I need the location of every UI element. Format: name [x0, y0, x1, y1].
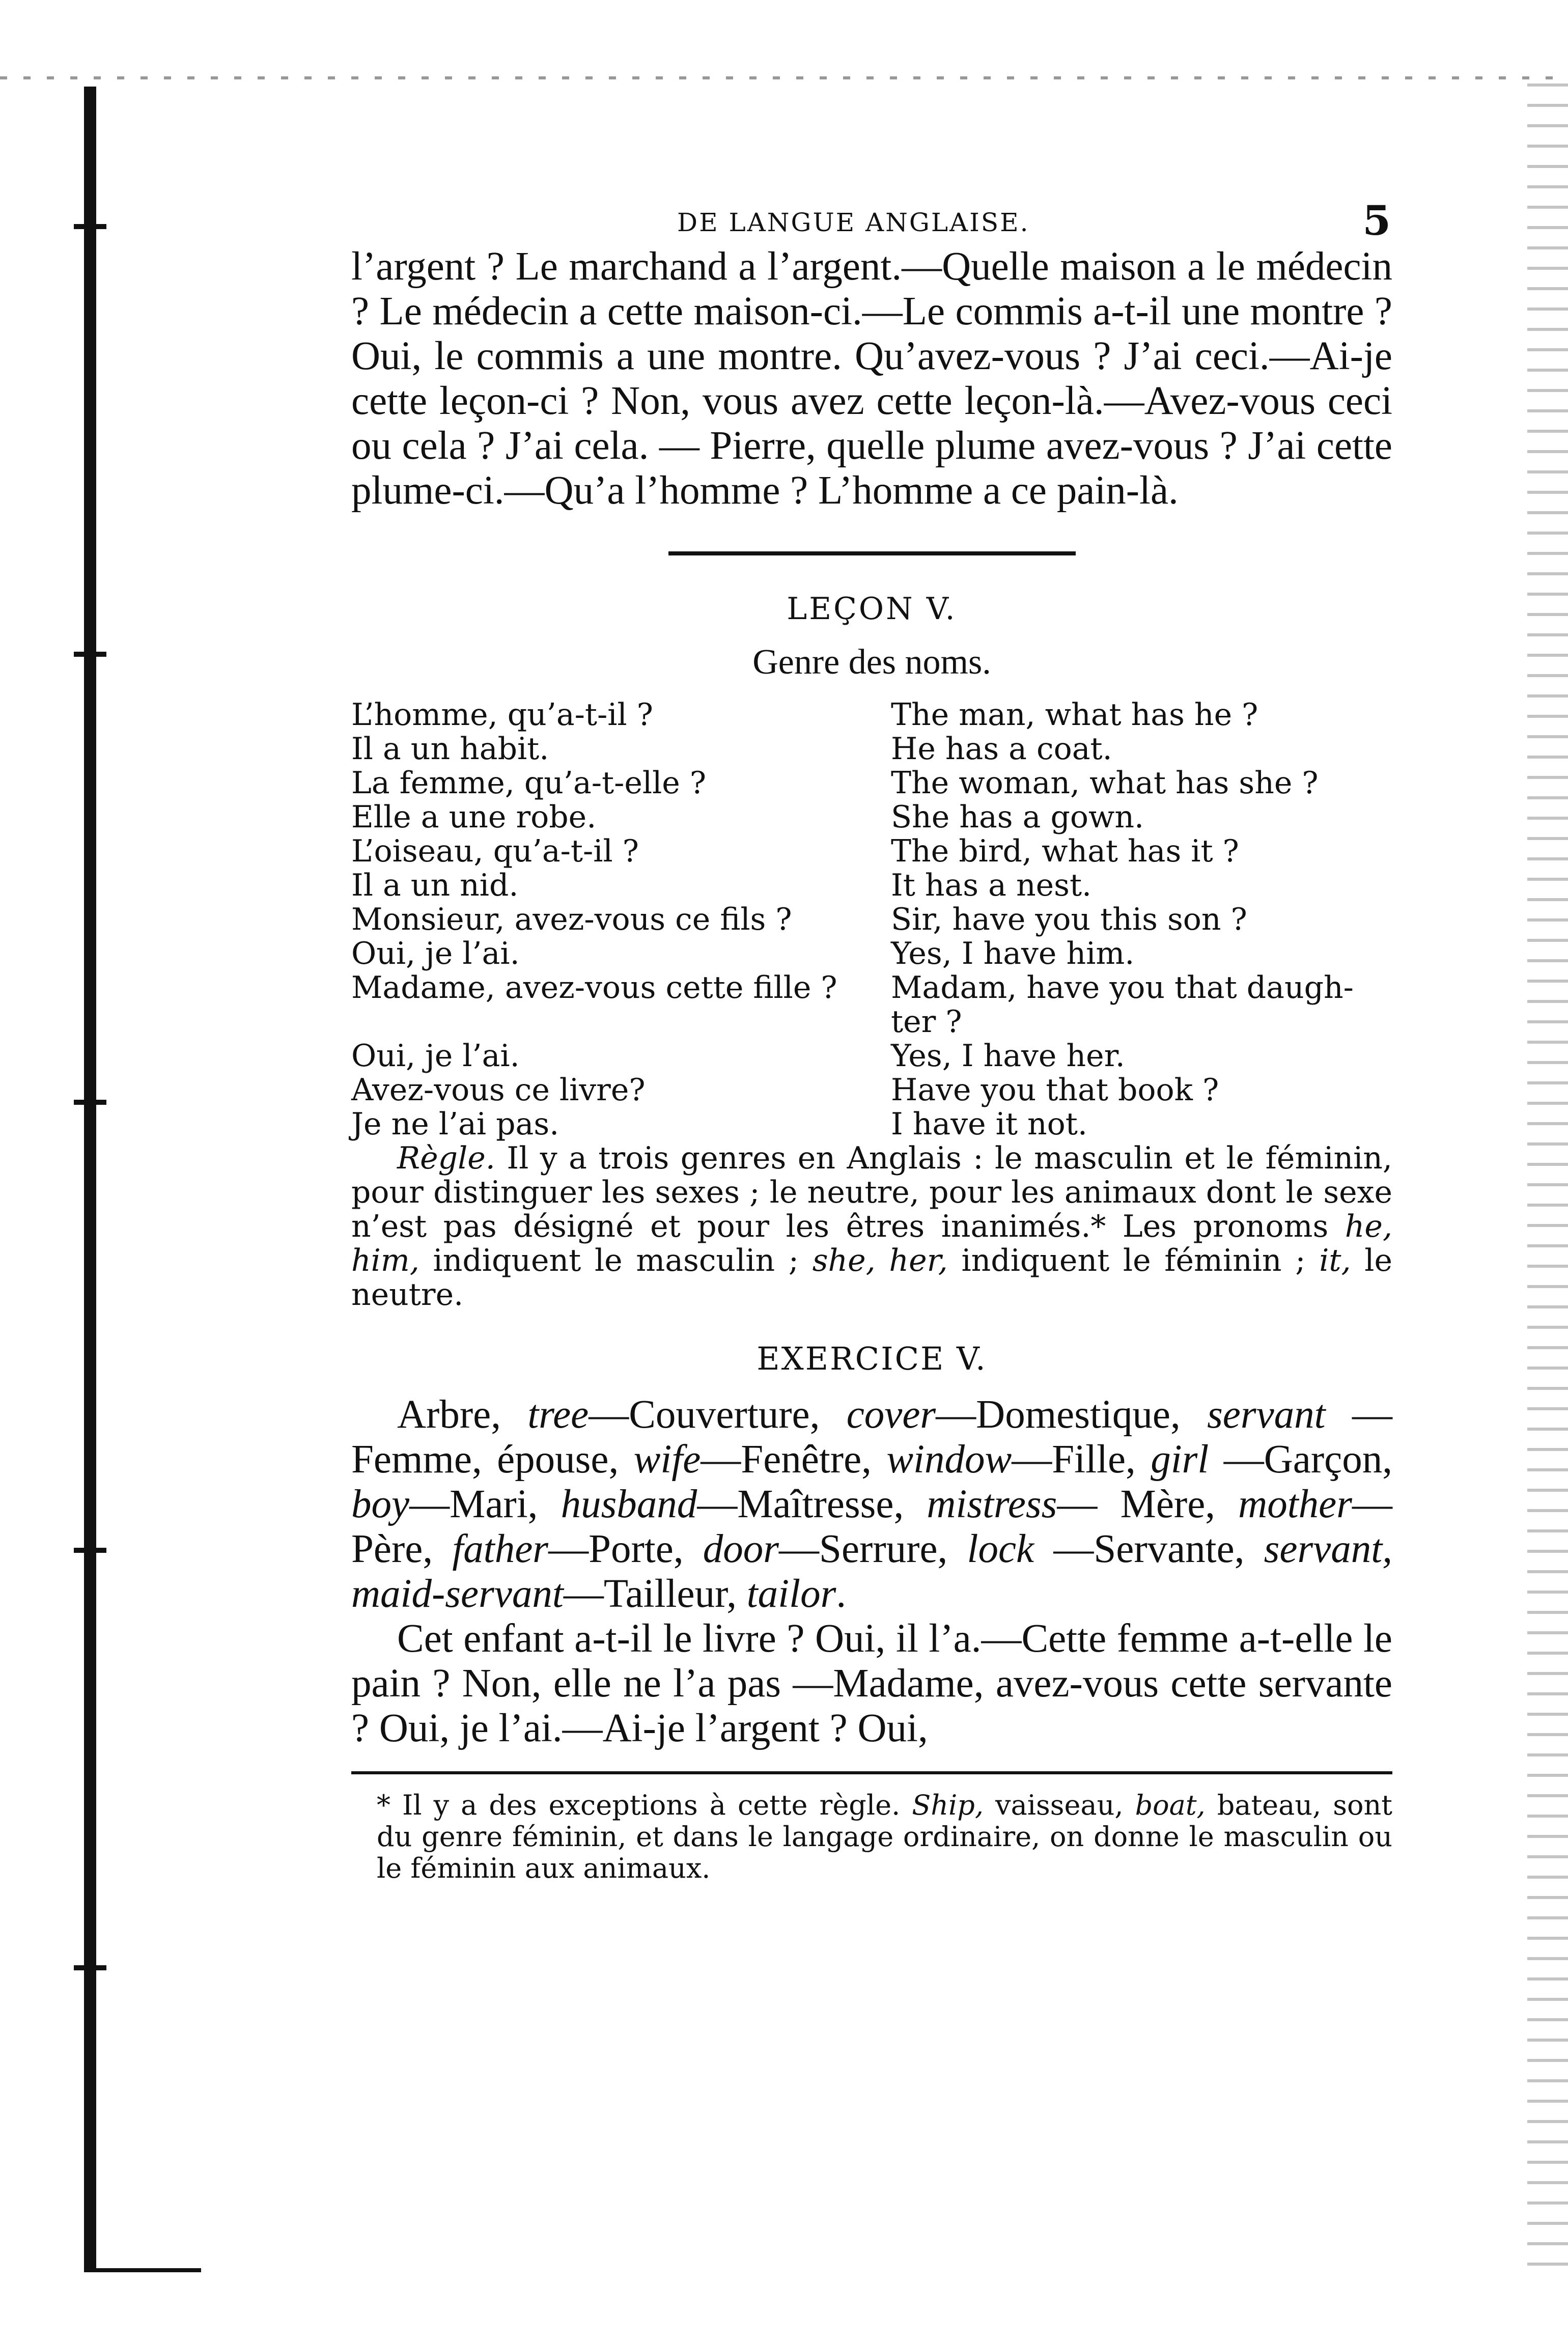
footnote-divider: [351, 1771, 1392, 1774]
translation-row: [351, 1107, 1392, 1141]
english-sentence: The bird, what has it ?: [891, 833, 1239, 869]
translation-row: [351, 971, 1392, 1039]
vocab-english: boy: [351, 1482, 410, 1526]
vocab-english: mother: [1238, 1482, 1352, 1526]
rule-label: Règle.: [397, 1140, 495, 1176]
spine-foot: [84, 2268, 201, 2272]
translation-row: [351, 800, 1392, 834]
footnote-text: vaisseau,: [984, 1789, 1135, 1821]
binding-stitch: [74, 1965, 106, 1970]
french-sentence: Avez-vous ce livre?: [351, 1072, 646, 1108]
vocab-french: —Porte,: [548, 1527, 703, 1571]
translation-row: [351, 903, 1392, 937]
english-sentence: The man, what has he ?: [891, 697, 1258, 733]
english-sentence: Have you that book ?: [891, 1072, 1219, 1108]
translation-table: [351, 698, 1392, 1141]
page-edge-top: [0, 76, 1568, 79]
english-sentence: I have it not.: [891, 1106, 1087, 1142]
vocab-french: —Domestique,: [936, 1392, 1208, 1437]
translation-row: [351, 1073, 1392, 1107]
grammar-rule: [351, 1141, 1392, 1312]
footnote-text: bateau, sont du genre féminin, et dans le langage ordinaire, on donne le masculin ou le féminin aux animaux.: [377, 1789, 1392, 1884]
english-sentence: Yes, I have her.: [891, 1038, 1125, 1074]
english-sentence: She has a gown.: [891, 799, 1144, 835]
binding-stitch: [74, 224, 106, 229]
footnote-word-boat: boat,: [1135, 1789, 1206, 1821]
french-sentence: Il a un nid.: [351, 868, 519, 903]
french-sentence: Monsieur, avez-vous ce fils ?: [351, 902, 792, 937]
vocab-english: servant: [1207, 1392, 1326, 1437]
french-sentence: Elle a une robe.: [351, 799, 597, 835]
translation-row: [351, 732, 1392, 766]
page-edge-right: [1527, 76, 1568, 2266]
book-page: [351, 193, 1392, 1884]
vocab-french: —Père,: [351, 1482, 1392, 1571]
vocab-french: —Garçon,: [1209, 1437, 1392, 1482]
vocab-english: husband: [561, 1482, 697, 1526]
lesson-subtitle: Genre des noms.: [752, 643, 991, 682]
translation-row: [351, 869, 1392, 903]
lesson-title: LEÇON V.: [787, 591, 957, 627]
vocab-english: cover: [846, 1392, 936, 1437]
rule-text: indiquent le masculin ;: [419, 1243, 813, 1278]
french-sentence: Il a un habit.: [351, 731, 549, 767]
section-divider: [668, 551, 1076, 555]
vocab-french: —Maîtresse,: [697, 1482, 927, 1526]
exercise-vocabulary: [351, 1392, 1392, 1616]
running-header: [351, 193, 1392, 244]
pronouns-feminine: she, her,: [812, 1243, 948, 1278]
french-sentence: Oui, je l’ai.: [351, 936, 520, 971]
translation-row: [351, 766, 1392, 800]
vocab-french: —Mari,: [409, 1482, 561, 1526]
pronouns-masculine: he, him,: [351, 1209, 1392, 1278]
vocab-english: father: [452, 1527, 549, 1571]
exercise-sentences: Cet enfant a-t-il le livre ? Oui, il l’a.—Cette femme a-t-elle le pain ? Non, elle ne l’a pas —Madame, avez-vous cette servante ? Oui, je l’ai.—Ai-je l’argent ? Oui,: [351, 1616, 1392, 1750]
running-title: DE LANGUE ANGLAISE.: [677, 208, 1030, 237]
intro-paragraph: l’argent ? Le marchand a l’argent.—Quelle maison a le médecin ? Le médecin a cette maison-ci.—Le commis a-t-il une montre ? Oui, le commis a une montre. Qu’avez-vous ? J’ai ceci.—Ai-je cette leçon-ci ? Non, vous avez cette leçon-là.—Avez-vous ceci ou cela ? J’ai cela. — Pierre, quelle plume avez-vous ? J’ai cette plume-ci.—Qu’a l’homme ? L’homme a ce pain-là.: [351, 244, 1392, 513]
vocab-french: Arbre,: [397, 1392, 528, 1437]
vocab-english: tree: [527, 1392, 589, 1437]
vocab-english: window: [886, 1437, 1012, 1482]
vocab-english: lock: [967, 1527, 1034, 1571]
french-sentence: L’oiseau, qu’a-t-il ?: [351, 833, 639, 869]
rule-text: le neutre.: [351, 1243, 1392, 1313]
exercise-title: EXERCICE V.: [757, 1340, 987, 1377]
french-sentence: Oui, je l’ai.: [351, 1038, 520, 1074]
english-sentence: Yes, I have him.: [891, 936, 1135, 971]
footnote-text: Il y a des exceptions à cette règle.: [390, 1789, 912, 1821]
english-sentence: Sir, have you this son ?: [891, 902, 1247, 937]
vocab-english: door: [703, 1527, 779, 1571]
vocab-english: girl: [1151, 1437, 1209, 1482]
rule-text: indiquent le féminin ;: [947, 1243, 1320, 1278]
vocab-french: —Serrure,: [779, 1527, 967, 1571]
english-sentence: The woman, what has she ?: [891, 765, 1319, 801]
rule-text: Il y a trois genres en Anglais : le masculin et le féminin, pour distinguer les sexes ; le neutre, pour les animaux dont le sexe n’est pas désigné et pour les êtres inanimés.* Les pronoms: [351, 1140, 1392, 1244]
translation-row: [351, 834, 1392, 869]
translation-row: [351, 937, 1392, 971]
vocab-french: —Fille,: [1012, 1437, 1151, 1482]
binding-stitch: [74, 1548, 106, 1553]
english-sentence: He has a coat.: [891, 731, 1112, 767]
binding-stitch: [74, 652, 106, 657]
footnote: [351, 1790, 1392, 1884]
vocab-english: wife: [633, 1437, 701, 1482]
translation-row: [351, 1039, 1392, 1073]
pronoun-neuter: it,: [1319, 1243, 1351, 1278]
french-sentence: L’homme, qu’a-t-il ?: [351, 697, 653, 733]
binding-stitch: [74, 1100, 106, 1105]
vocab-english: tailor: [746, 1572, 836, 1616]
english-sentence: Madam, have you that daugh-ter ?: [891, 970, 1354, 1040]
french-sentence: La femme, qu’a-t-elle ?: [351, 765, 707, 801]
vocab-english: mistress: [927, 1482, 1057, 1526]
vocab-french: — Mère,: [1057, 1482, 1239, 1526]
book-spine-edge: [84, 87, 96, 2271]
french-sentence: Je ne l’ai pas.: [351, 1106, 559, 1142]
vocab-french: —Femme, épouse,: [351, 1392, 1392, 1482]
vocab-french: —Couverture,: [589, 1392, 847, 1437]
page-number: 5: [1362, 197, 1392, 244]
french-sentence: Madame, avez-vous cette fille ?: [351, 970, 837, 1006]
english-sentence: It has a nest.: [891, 868, 1092, 903]
vocab-french: —Servante,: [1034, 1527, 1264, 1571]
footnote-word-ship: Ship,: [912, 1789, 984, 1821]
vocab-english: servant, maid-servant: [351, 1527, 1392, 1616]
vocab-end: .: [836, 1572, 847, 1616]
vocab-french: —Fenêtre,: [701, 1437, 887, 1482]
translation-row: [351, 698, 1392, 732]
vocab-french: —Tailleur,: [563, 1572, 747, 1616]
footnote-marker: *: [377, 1789, 390, 1821]
